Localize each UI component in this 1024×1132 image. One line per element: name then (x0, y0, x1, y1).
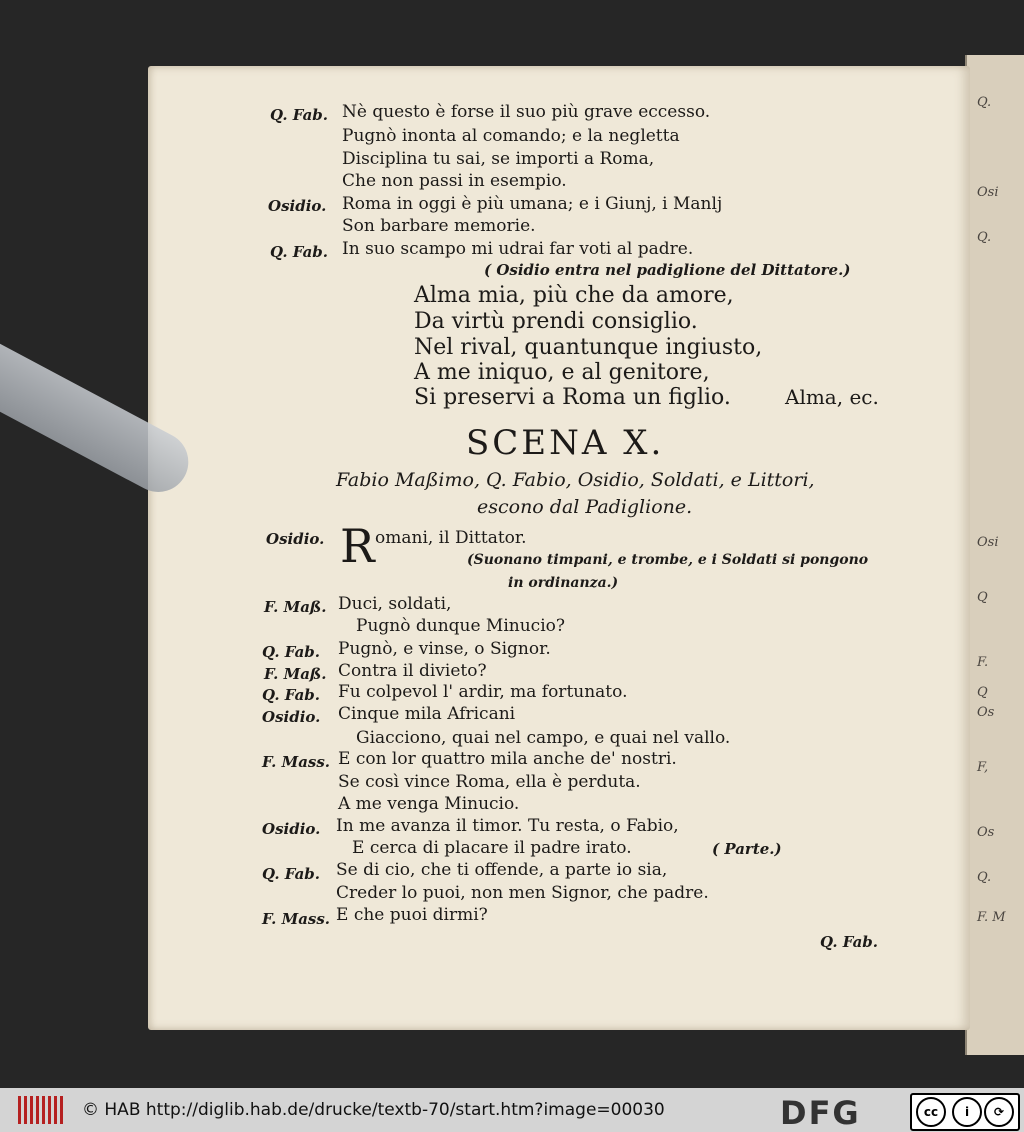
speaker-label: F. Mass. (262, 910, 331, 928)
verse-line: Pugnò, e vinse, o Signor. (338, 639, 551, 659)
verse-line: Pugnò inonta al comando; e la negletta (342, 126, 680, 146)
speaker-label: Q. Fab. (270, 243, 329, 261)
stage-direction: in ordinanza.) (508, 575, 619, 591)
cc-icon: cc (916, 1097, 946, 1127)
cc-license-badge[interactable] (910, 1093, 1020, 1131)
verse-line: E che puoi dirmi? (336, 905, 488, 925)
catchword: Q. Fab. (820, 933, 879, 951)
speaker-label: Q. Fab. (262, 643, 321, 661)
edge-text: Os (977, 825, 995, 840)
verse-line: Contra il divieto? (338, 661, 487, 681)
speaker-label: F. Mass. (262, 753, 331, 771)
aria-line: A me iniquo, e al genitore, (414, 360, 710, 385)
speaker-label: Osidio. (266, 530, 325, 548)
verse-line: Se così vince Roma, ella è perduta. (338, 772, 641, 792)
edge-text: F, (977, 760, 989, 775)
sa-icon: ⟳ (984, 1097, 1014, 1127)
stage-direction: (Suonano timpani, e trombe, e i Soldati si pongono (467, 552, 869, 568)
edge-text: Os (977, 705, 995, 720)
verse-line: Disciplina tu sai, se importi a Roma, (342, 149, 655, 169)
verse-line: E con lor quattro mila anche de' nostri. (338, 749, 677, 769)
verse-line: Son barbare memorie. (342, 216, 536, 236)
dfg-logo: DFG (780, 1094, 861, 1132)
scene-title: SCENA X. (466, 423, 665, 463)
verse-line: In me avanza il timor. Tu resta, o Fabio, (336, 816, 679, 836)
aria-line: Nel rival, quantunque ingiusto, (414, 335, 763, 360)
verse-line: Creder lo puoi, non men Signor, che padre. (336, 883, 709, 903)
stage-direction: ( Parte.) (712, 840, 782, 858)
verse-line: Fu colpevol l' ardir, ma fortunato. (338, 682, 628, 702)
edge-text: Q. (977, 870, 992, 885)
by-icon: i (952, 1097, 982, 1127)
verse-line: Se di cio, che ti offende, a parte io sia, (336, 860, 668, 880)
edge-text: F. (977, 655, 989, 670)
verse-line: Duci, soldati, (338, 594, 452, 614)
aria-line: Si preservi a Roma un figlio. (414, 385, 731, 410)
aria-line: Alma mia, più che da amore, (414, 283, 734, 308)
verse-line: Nè questo è forse il suo più grave eccesso. (342, 102, 711, 122)
verse-line: In suo scampo mi udrai far voti al padre. (342, 239, 694, 259)
edge-text: Osi (977, 185, 999, 200)
verse-line: omani, il Dittator. (375, 528, 527, 548)
aria-refrain: Alma, ec. (785, 385, 879, 409)
edge-text: F. M (977, 910, 1006, 925)
verse-line: Che non passi in esempio. (342, 171, 567, 191)
edge-text: Q. (977, 230, 992, 245)
scene-characters: escono dal Padiglione. (477, 496, 693, 518)
drop-cap: R (340, 519, 375, 573)
stage-direction: ( Osidio entra nel padiglione del Dittatore.) (484, 261, 851, 279)
verse-line: Giacciono, quai nel campo, e quai nel vallo. (356, 728, 731, 748)
next-page-edge (965, 55, 1024, 1055)
speaker-label: Q. Fab. (270, 106, 329, 124)
speaker-label: Q. Fab. (262, 865, 321, 883)
verse-line: A me venga Minucio. (338, 794, 520, 814)
speaker-label: F. Maß. (264, 665, 327, 683)
verse-line: E cerca di placare il padre irato. (352, 838, 632, 858)
source-link[interactable]: © HAB http://diglib.hab.de/drucke/textb-70/start.htm?image=00030 (82, 1100, 665, 1120)
aria-line: Da virtù prendi consiglio. (414, 309, 698, 334)
edge-text: Q (977, 590, 988, 605)
speaker-label: Osidio. (262, 820, 321, 838)
scene-characters: Fabio Maßimo, Q. Fabio, Osidio, Soldati, e Littori, (336, 469, 815, 491)
edge-text: Q. (977, 95, 992, 110)
speaker-label: F. Maß. (264, 598, 327, 616)
verse-line: Pugnò dunque Minucio? (356, 616, 565, 636)
hab-logo-icon (18, 1096, 66, 1124)
edge-text: Osi (977, 535, 999, 550)
verse-line: Roma in oggi è più umana; e i Giunj, i Manlj (342, 194, 723, 214)
speaker-label: Osidio. (262, 708, 321, 726)
viewer-footer (0, 1088, 1024, 1132)
speaker-label: Q. Fab. (262, 686, 321, 704)
verse-line: Cinque mila Africani (338, 704, 516, 724)
edge-text: Q (977, 685, 988, 700)
speaker-label: Osidio. (268, 197, 327, 215)
